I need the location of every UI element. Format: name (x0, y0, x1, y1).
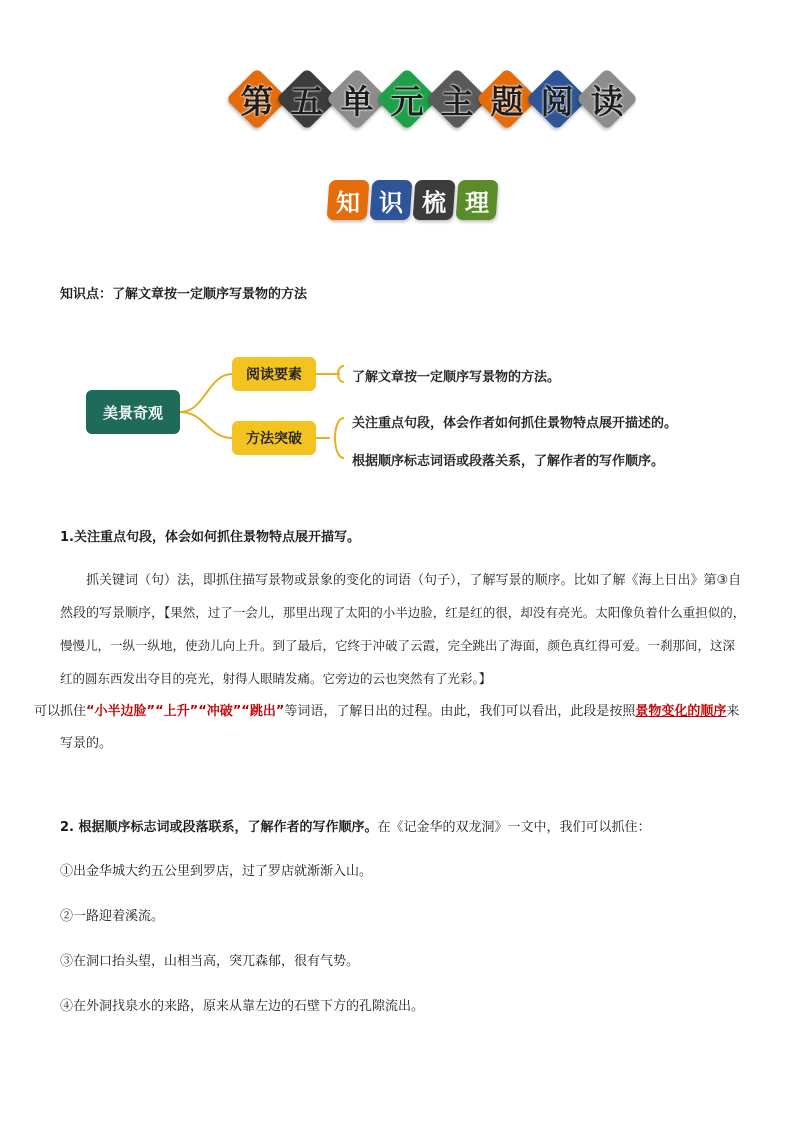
mindmap-leaf: 关注重点句段，体会作者如何抓住景物特点展开描述的。 (352, 416, 678, 431)
list-item: ②一路迎着溪流。 (60, 909, 165, 924)
para-text: 可以抓住 (34, 704, 87, 719)
keyword: “跳出” (241, 704, 285, 719)
keyword: “小半边脸” (86, 704, 156, 719)
section1-paragraph (34, 565, 746, 760)
title-char: 单 (340, 81, 374, 121)
subtitle-char: 梳 (422, 187, 446, 217)
subtitle-char: 理 (465, 187, 489, 217)
list-item: ①出金华城大约五公里到罗店，过了罗店就渐渐入山。 (60, 864, 373, 879)
title-char: 五 (290, 81, 324, 121)
section2-heading (60, 816, 651, 835)
para-text: 抓关键词（句）法，即抓住描写景物或景象的变化的词语（句子），了解写景的顺序。比如了解《海上日出》第③自然段的写景顺序， (60, 573, 742, 621)
list-item: ③在洞口抬头望，山相当高，突兀森郁，很有气势。 (60, 954, 360, 969)
connector-root-branch2 (180, 412, 232, 438)
title-char: 第 (240, 81, 274, 121)
title-char: 主 (440, 81, 474, 121)
keyword: “上升” (155, 704, 199, 719)
list-item: ④在外洞找泉水的来路，原来从靠左边的石壁下方的孔隙流出。 (60, 999, 425, 1014)
title-char: 读 (590, 81, 624, 121)
mindmap-branch-reading-elements: 阅读要素 (232, 357, 316, 391)
brace-branch1 (338, 366, 344, 382)
connector-root-branch1 (180, 374, 232, 412)
mindmap-leaf: 了解文章按一定顺序写景物的方法。 (352, 370, 561, 385)
knowledge-point: 知识点：了解文章按一定顺序写景物的方法 (60, 287, 308, 302)
mindmap-leaf: 根据顺序标志词语或段落关系，了解作者的写作顺序。 (352, 454, 665, 469)
section2-intro: 在《记金华的双龙洞》一文中，我们可以抓住： (377, 820, 651, 835)
title-char: 阅 (540, 81, 574, 121)
title-char: 题 (490, 81, 524, 121)
section1-heading: 1.关注重点句段，体会如何抓住景物特点展开描写。 (60, 530, 360, 545)
para-text: 来写景的。 (60, 704, 740, 751)
subtitle-char: 识 (379, 187, 403, 217)
title-char: 元 (390, 81, 424, 121)
para-text: 等词语，了解日出的过程。由此，我们可以看出，此段是按照 (284, 704, 636, 719)
subtitle-char: 知 (336, 187, 360, 217)
brace-branch2 (335, 418, 344, 458)
section2-heading-bold: 2. 根据顺序标志词或段落联系，了解作者的写作顺序。 (60, 820, 378, 835)
keyword-underlined: 景物变化的顺序 (635, 704, 727, 719)
keyword: “冲破” (198, 704, 242, 719)
mindmap-root: 美景奇观 (86, 390, 180, 434)
quote-excerpt: 【果然，过了一会儿，那里出现了太阳的小半边脸，红是红的很，却没有亮光。太阳像负着什么重担似的，慢慢儿，一纵一纵地，使劲儿向上升。到了最后，它终于冲破了云霞，完全跳出了海面，颜色真红得可爱。一刹那间，这深红的圆东西发出夺目的亮光，射得人眼睛发痛。它旁边的云也突然有了光彩。】 (60, 605, 746, 686)
mindmap-branch-method: 方法突破 (232, 421, 316, 455)
